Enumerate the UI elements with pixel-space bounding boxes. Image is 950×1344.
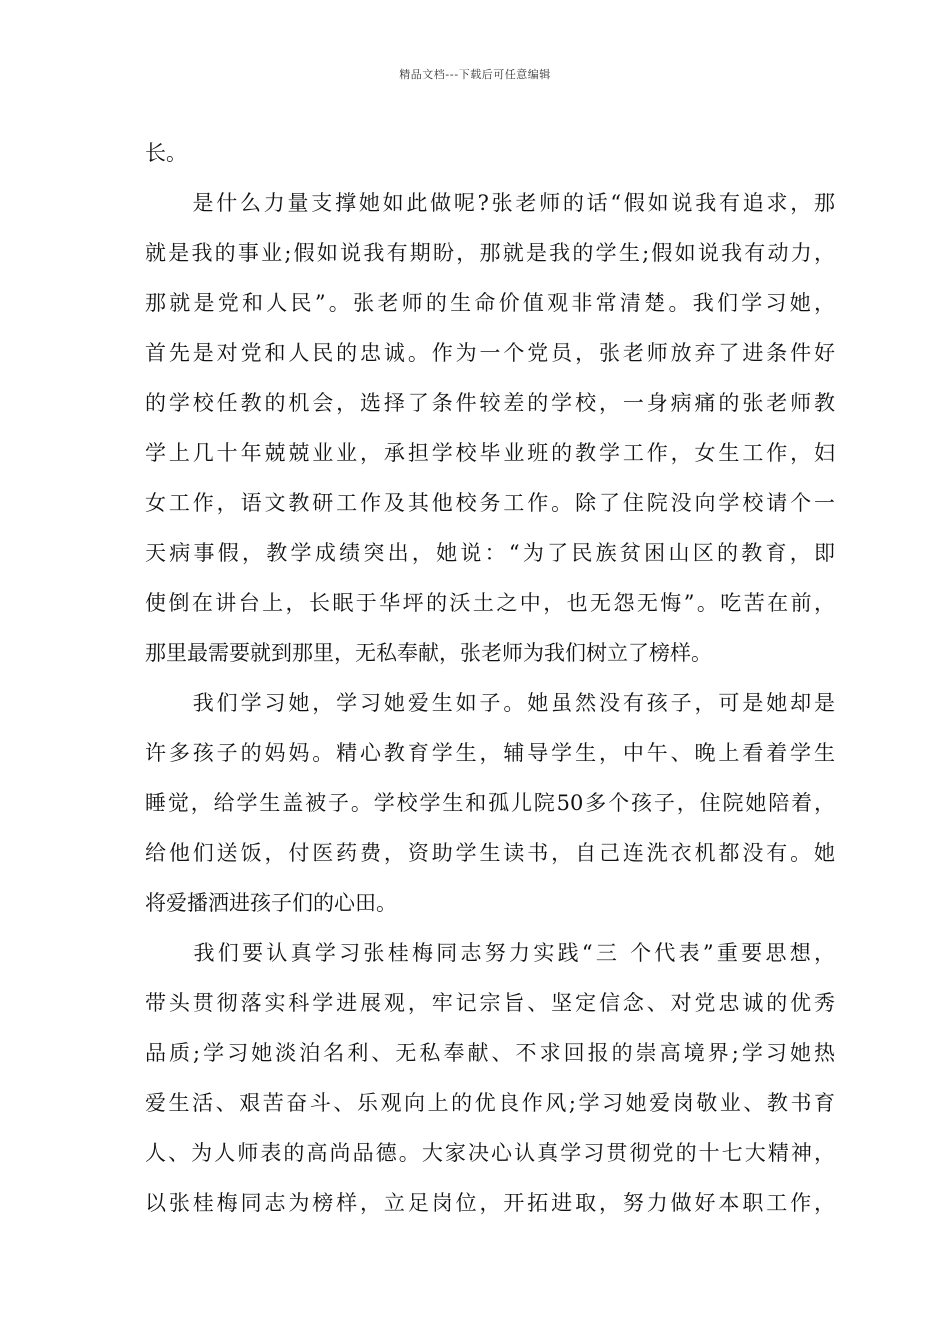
text-line: 我们学习她，学习她爱生如子。她虽然没有孩子，可是她却是 [145, 691, 835, 715]
text-line: 使倒在讲台上，长眠于华坪的沃土之中，也无怨无悔”。吃苦在前， [145, 591, 835, 615]
text-line: 许多孩子的妈妈。精心教育学生，辅导学生，中午、晚上看着学生 [145, 741, 835, 765]
document-body [145, 128, 835, 1228]
text-line: 学上几十年兢兢业业，承担学校毕业班的教学工作，女生工作，妇 [145, 441, 835, 465]
text-line: 给他们送饭，付医药费，资助学生读书，自己连洗衣机都没有。她 [145, 841, 835, 865]
text-line: 的学校任教的机会，选择了条件较差的学校，一身病痛的张老师教 [145, 391, 835, 415]
text-line: 女工作，语文教研工作及其他校务工作。除了住院没向学校请个一 [145, 491, 835, 515]
text-line: 带头贯彻落实科学进展观，牢记宗旨、坚定信念、对党忠诚的优秀 [145, 991, 835, 1015]
page-header: 精品文档---下载后可任意编辑 [399, 68, 551, 81]
text-line: 天病事假，教学成绩突出，她说：“为了民族贫困山区的教育，即 [145, 541, 835, 565]
text-line: 以张桂梅同志为榜样，立足岗位，开拓进取，努力做好本职工作， [145, 1191, 835, 1215]
text-line: 睡觉，给学生盖被子。学校学生和孤儿院50多个孩子，住院她陪着， [145, 791, 835, 815]
text-line: 就是我的事业;假如说我有期盼，那就是我的学生;假如说我有动力， [145, 241, 835, 265]
text-line: 是什么力量支撑她如此做呢?张老师的话“假如说我有追求，那 [145, 191, 835, 215]
text-line: 长。 [145, 141, 187, 165]
text-line: 首先是对党和人民的忠诚。作为一个党员，张老师放弃了进条件好 [145, 341, 835, 365]
text-line: 爱生活、艰苦奋斗、乐观向上的优良作风;学习她爱岗敬业、教书育 [145, 1091, 835, 1115]
text-line: 品质;学习她淡泊名利、无私奉献、不求回报的崇高境界;学习她热 [145, 1041, 835, 1065]
text-line: 那里最需要就到那里，无私奉献，张老师为我们树立了榜样。 [145, 641, 712, 665]
text-line: 那就是党和人民”。张老师的生命价值观非常清楚。我们学习她， [145, 291, 835, 315]
text-line: 将爱播洒进孩子们的心田。 [145, 891, 397, 915]
text-line: 我们要认真学习张桂梅同志努力实践“三 个代表”重要思想， [145, 941, 835, 965]
text-line: 人、为人师表的高尚品德。大家决心认真学习贯彻党的十七大精神， [145, 1141, 835, 1165]
